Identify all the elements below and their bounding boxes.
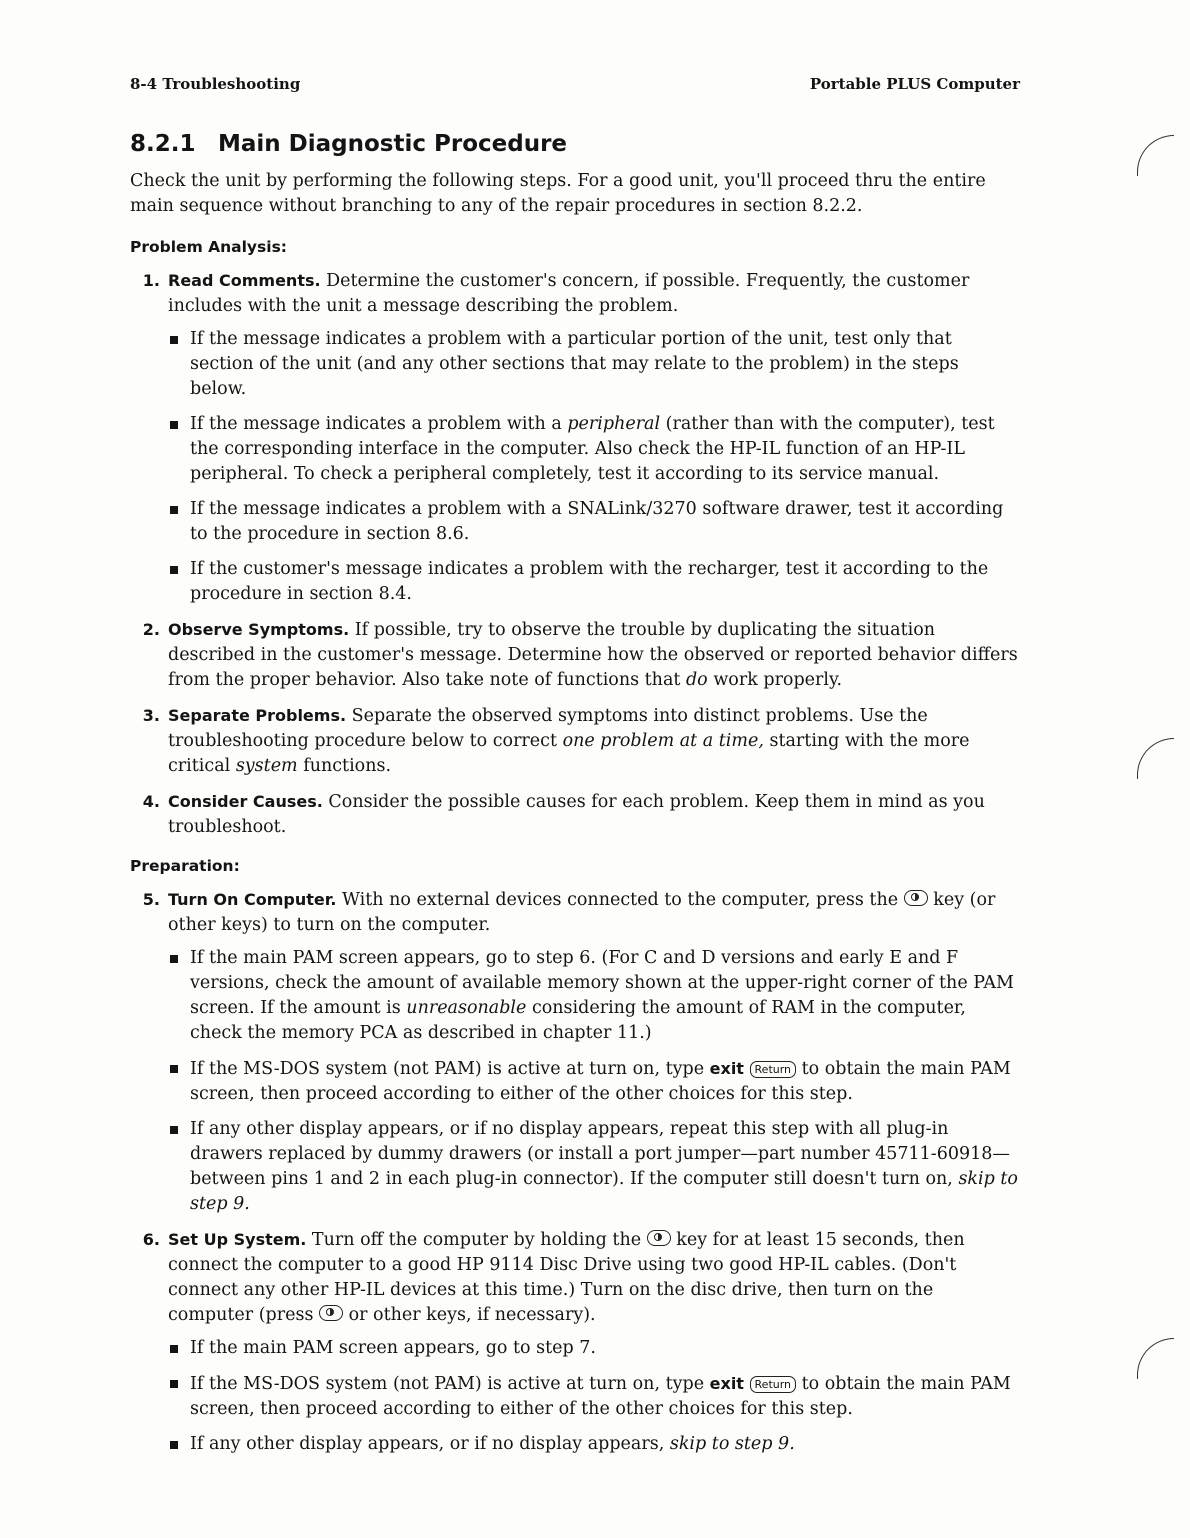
step-number: 5. xyxy=(142,890,160,909)
step-number: 2. xyxy=(142,620,160,639)
bullet-list xyxy=(168,946,1020,1217)
subheading-preparation: Preparation: xyxy=(130,857,240,875)
step-1 xyxy=(130,268,1020,607)
bullet-list xyxy=(168,327,1020,607)
list-item: If the message indicates a problem with a particular portion of the unit, test only that section of the unit (and any other sections that may relate to the problem) in the steps below. xyxy=(168,327,1020,402)
list-item: If the main PAM screen appears, go to step 6. (For C and D versions and early E and F versions, check the amount of available memory shown at the upper-right corner of the PAM screen. If the amount is unreasonable considering the amount of RAM in the computer, check the memory PCA as described in chapter 11.) xyxy=(168,946,1020,1046)
page-header xyxy=(130,75,1020,97)
power-key-icon xyxy=(319,1305,343,1321)
step-number: 4. xyxy=(142,792,160,811)
list-item: If any other display appears, or if no display appears, skip to step 9. xyxy=(168,1432,1020,1457)
step-text: Determine the customer's concern, if possible. Frequently, the customer includes with the unit a message describing the problem. xyxy=(168,271,970,316)
step-6: 6. Set Up System. Turn off the computer by holding the key for at least 15 seconds, then connect the computer to a good HP 9114 Disc Drive using two good HP-IL cables. (Don't connect any other HP-IL devices at this time.) Turn on the disc drive, then turn on the computer (press or other keys, if necessary). If the main PAM screen appears, go to step 7. If the MS-DOS system (not PAM) is active at turn on, type exit Return to obtain the main PAM screen, then proceed according to either of the other choices for this step. If any other display appears, or if no display appears, skip to step 9. xyxy=(130,1227,1020,1457)
binder-hole-mark xyxy=(1137,738,1174,779)
list-item: If the main PAM screen appears, go to step 7. xyxy=(168,1336,1020,1361)
power-key-icon xyxy=(647,1230,671,1246)
bullet-list xyxy=(168,1336,1020,1457)
step-4 xyxy=(130,789,1020,840)
list-item: If the message indicates a problem with a SNALink/3270 software drawer, test it according to the procedure in section 8.6. xyxy=(168,497,1020,547)
section-number: 8.2.1 xyxy=(130,131,196,157)
command-exit: exit xyxy=(709,1374,744,1393)
emphasis: one problem at a time, xyxy=(562,731,764,751)
list-item: If the MS-DOS system (not PAM) is active at turn on, type exit Return to obtain the main PAM screen, then proceed according to either of the other choices for this step. xyxy=(168,1371,1020,1422)
step-title: Consider Causes. xyxy=(168,792,323,811)
return-key-icon: Return xyxy=(750,1376,797,1393)
step-2: 2. Observe Symptoms. If possible, try to observe the trouble by duplicating the situation described in the customer's message. Determine how the observed or reported behavior differs from the proper behavior. Also take note of functions that do work properly. xyxy=(130,617,1020,693)
emphasis: unreasonable xyxy=(406,998,527,1018)
step-title: Turn On Computer. xyxy=(168,890,337,909)
emphasis: peripheral xyxy=(567,414,661,434)
section-intro: Check the unit by performing the following steps. For a good unit, you'll proceed thru the entire main sequence without branching to any of the repair procedures in section 8.2.2. xyxy=(130,171,986,216)
step-number: 6. xyxy=(142,1230,160,1249)
header-manual-title: Portable PLUS Computer xyxy=(809,75,1020,93)
list-item: If the message indicates a problem with a peripheral (rather than with the computer), test the corresponding interface in the computer. Also check the HP-IL function of an HP-IL peripheral. To check a peripheral completely, test it according to its service manual. xyxy=(168,412,1020,487)
list-item: If the MS-DOS system (not PAM) is active at turn on, type exit Return to obtain the main PAM screen, then proceed according to either of the other choices for this step. xyxy=(168,1056,1020,1107)
step-number: 1. xyxy=(142,271,160,290)
subheading-problem-analysis: Problem Analysis: xyxy=(130,238,287,256)
step-title: Separate Problems. xyxy=(168,706,347,725)
list-item: If the customer's message indicates a problem with the recharger, test it according to the procedure in section 8.4. xyxy=(168,557,1020,607)
power-key-icon xyxy=(904,890,928,906)
emphasis: system xyxy=(235,756,298,776)
emphasis: skip to step 9. xyxy=(190,1169,1018,1214)
binder-hole-mark xyxy=(1137,135,1174,176)
step-title: Observe Symptoms. xyxy=(168,620,350,639)
command-exit: exit xyxy=(709,1059,744,1078)
list-item: If any other display appears, or if no display appears, repeat this step with all plug-in drawers replaced by dummy drawers (or install a port jumper—part number 45711-60918—between pins 1 and 2 in each plug-in connector). If the computer still doesn't turn on, skip to step 9. xyxy=(168,1117,1020,1217)
section-heading xyxy=(130,132,1020,157)
return-key-icon: Return xyxy=(750,1061,797,1078)
emphasis: skip to step 9. xyxy=(669,1434,795,1454)
step-5: 5. Turn On Computer. With no external devices connected to the computer, press the key (or other keys) to turn on the computer. If the main PAM screen appears, go to step 6. (For C and D versions and early E and F versions, check the amount of available memory shown at the upper-right corner of the PAM screen. If the amount is unreasonable considering the amount of RAM in the computer, check the memory PCA as described in chapter 11.) If the MS-DOS system (not PAM) is active at turn on, type exit Return to obtain the main PAM screen, then proceed according to either of the other choices for this step. If any other display appears, or if no display appears, repeat this step with all plug-in drawers replaced by dummy drawers (or install a port jumper—part number 45711-60918—between pins 1 and 2 in each plug-in connector). If the computer still doesn't turn on, skip to step 9. xyxy=(130,887,1020,1217)
page-content xyxy=(130,132,1020,1467)
step-number: 3. xyxy=(142,706,160,725)
step-text: Consider the possible causes for each problem. Keep them in mind as you troubleshoot. xyxy=(168,792,985,837)
binder-hole-mark xyxy=(1137,1338,1174,1379)
emphasis: do xyxy=(685,670,708,690)
step-title: Read Comments. xyxy=(168,271,321,290)
section-title: Main Diagnostic Procedure xyxy=(218,131,568,157)
header-chapter: 8-4 Troubleshooting xyxy=(130,75,301,93)
step-3: 3. Separate Problems. Separate the observed symptoms into distinct problems. Use the troubleshooting procedure below to correct one problem at a time, starting with the more critical system functions. xyxy=(130,703,1020,779)
step-title: Set Up System. xyxy=(168,1230,307,1249)
